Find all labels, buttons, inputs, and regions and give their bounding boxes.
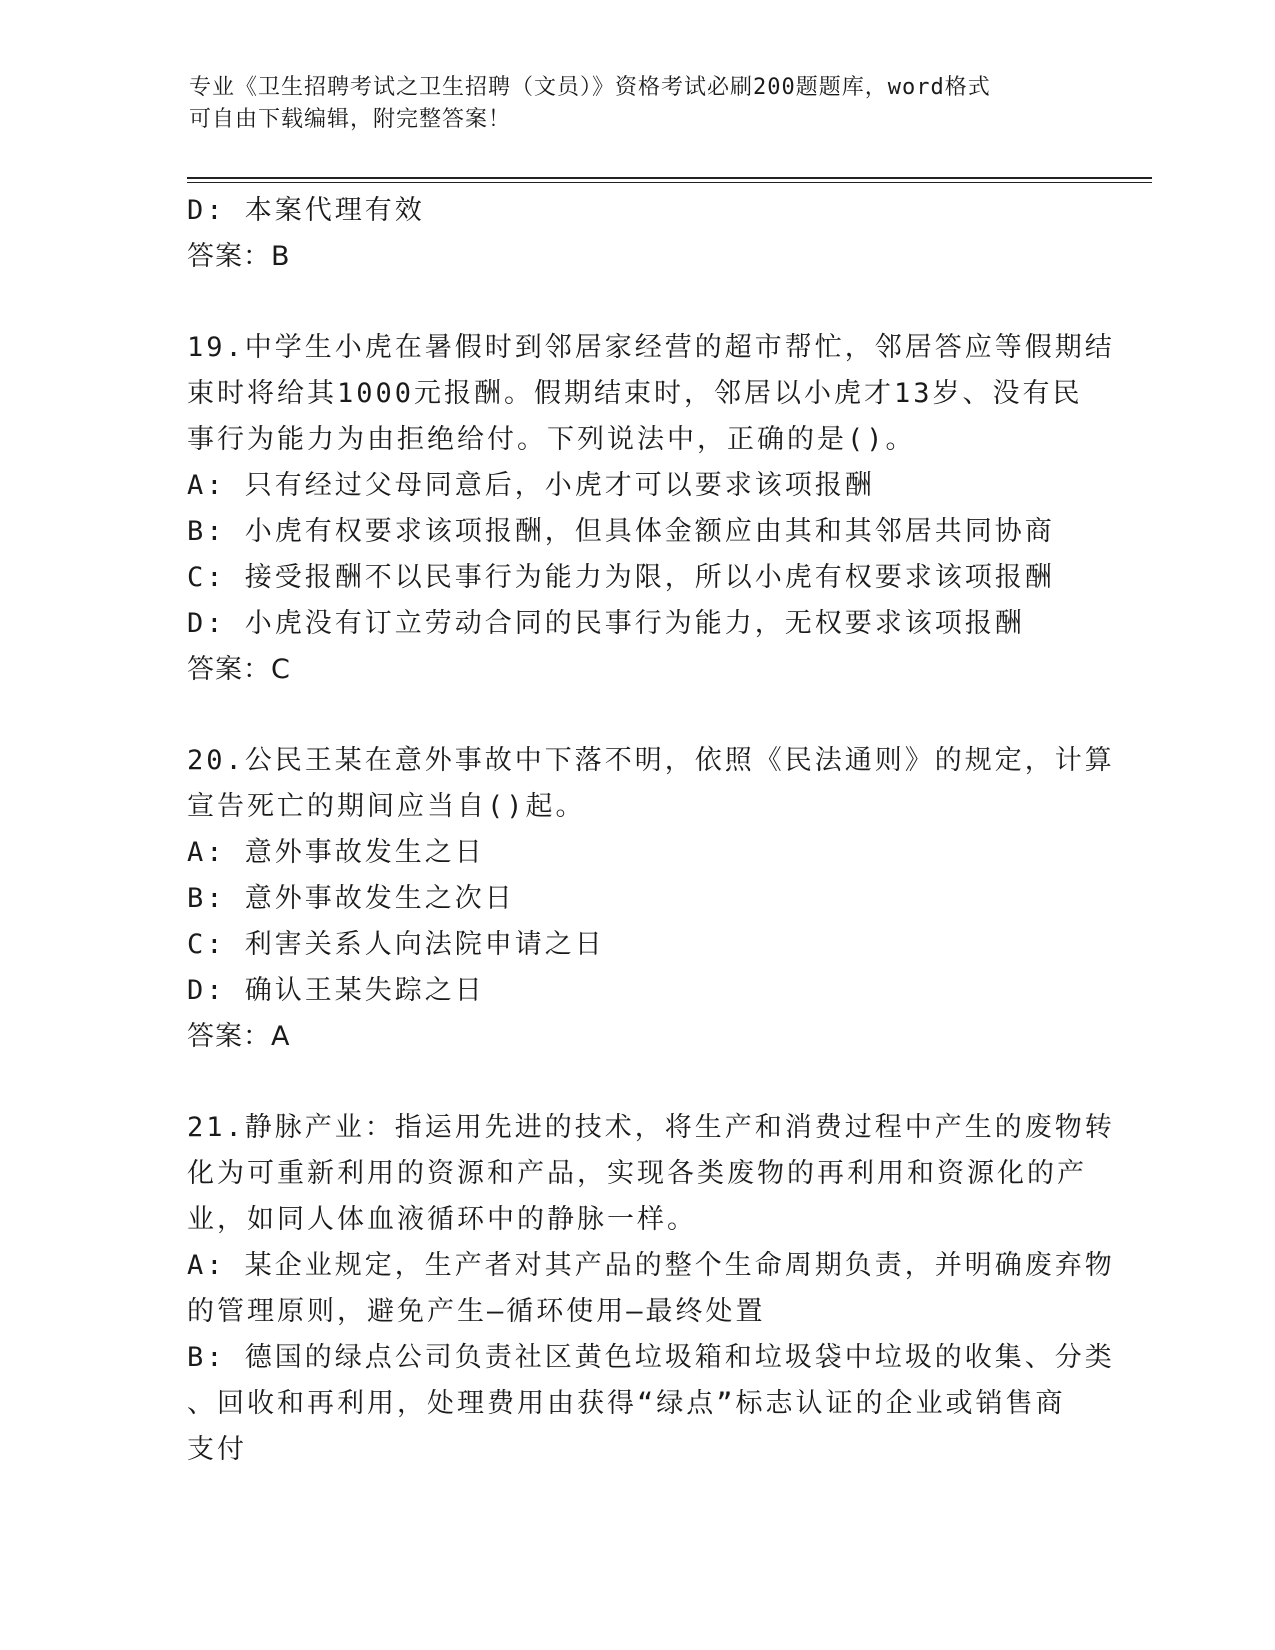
question-stem-line: 19.中学生小虎在暑假时到邻居家经营的超市帮忙，邻居答应等假期结 (187, 332, 1115, 363)
question-21 (187, 1105, 1115, 1473)
page-header (189, 72, 1069, 136)
option-b: B: 小虎有权要求该项报酬，但具体金额应由其和其邻居共同协商 (187, 516, 1055, 547)
question-19 (187, 325, 1115, 693)
spacer (187, 1060, 1087, 1105)
option-d: D: 本案代理有效 (187, 195, 425, 226)
answer: 答案：B (187, 241, 291, 272)
answer: 答案：C (187, 654, 291, 685)
spacer (187, 280, 1087, 325)
answer: 答案：A (187, 1021, 291, 1052)
header-line-1: 专业《卫生招聘考试之卫生招聘（文员）》资格考试必刷200题题库，word格式 (189, 75, 991, 100)
question-stem-line: 20.公民王某在意外事故中下落不明，依照《民法通则》的规定，计算 (187, 745, 1115, 776)
question-stem-line: 宣告死亡的期间应当自()起。 (187, 791, 586, 822)
option-c: C: 利害关系人向法院申请之日 (187, 929, 605, 960)
option-b-continued: 支付 (187, 1434, 247, 1465)
option-b-continued: 、回收和再利用，处理费用由获得“绿点”标志认证的企业或销售商 (187, 1388, 1066, 1419)
question-stem-line: 束时将给其1000元报酬。假期结束时，邻居以小虎才13岁、没有民 (187, 378, 1083, 409)
option-a: A: 某企业规定，生产者对其产品的整个生命周期负责，并明确废弃物 (187, 1250, 1115, 1281)
header-line-2: 可自由下载编辑，附完整答案！ (189, 107, 512, 132)
option-a: A: 意外事故发生之日 (187, 837, 485, 868)
question-18-tail (187, 188, 1087, 280)
option-b: B: 意外事故发生之次日 (187, 883, 515, 914)
question-content (187, 188, 1115, 1473)
question-stem-line: 化为可重新利用的资源和产品，实现各类废物的再利用和资源化的产 (187, 1158, 1087, 1189)
question-stem-line: 21.静脉产业：指运用先进的技术，将生产和消费过程中产生的废物转 (187, 1112, 1115, 1143)
question-stem-line: 事行为能力为由拒绝给付。下列说法中，正确的是()。 (187, 424, 916, 455)
option-b: B: 德国的绿点公司负责社区黄色垃圾箱和垃圾袋中垃圾的收集、分类 (187, 1342, 1115, 1373)
option-c: C: 接受报酬不以民事行为能力为限，所以小虎有权要求该项报酬 (187, 562, 1055, 593)
question-20 (187, 738, 1115, 1060)
question-stem-line: 业，如同人体血液循环中的静脉一样。 (187, 1204, 697, 1235)
option-d: D: 小虎没有订立劳动合同的民事行为能力，无权要求该项报酬 (187, 608, 1025, 639)
option-d: D: 确认王某失踪之日 (187, 975, 485, 1006)
option-a-continued: 的管理原则，避免产生—循环使用—最终处置 (187, 1296, 766, 1327)
header-divider (187, 177, 1152, 183)
spacer (187, 693, 1087, 738)
option-a: A: 只有经过父母同意后，小虎才可以要求该项报酬 (187, 470, 875, 501)
